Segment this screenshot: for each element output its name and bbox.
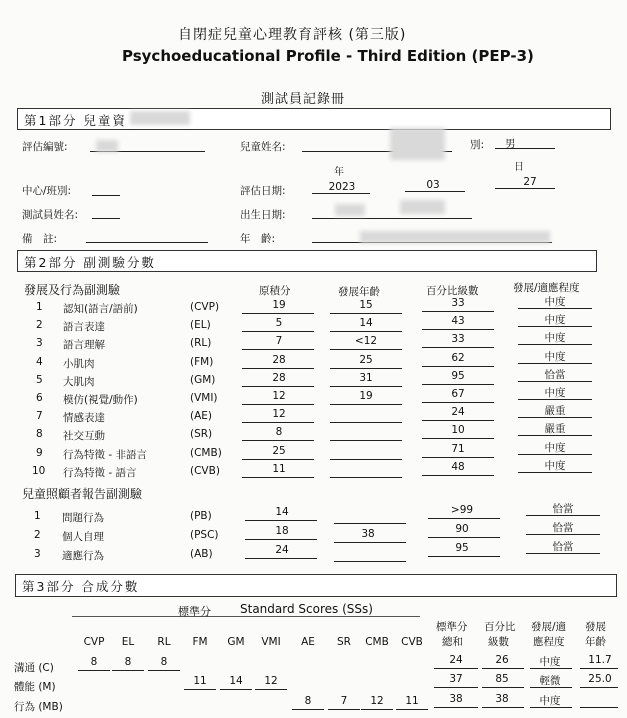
subtest-name: 個人自理 — [62, 531, 104, 543]
sum-header-1: 標準分 — [436, 621, 468, 633]
assess-month-value: 03 — [426, 179, 440, 191]
subtest-code: (CVB) — [190, 465, 220, 477]
subtest-name: 行為特徵 - 非語言 — [63, 449, 147, 461]
part2-header — [17, 250, 597, 272]
age-line — [330, 459, 402, 460]
subtest-code: (AE) — [190, 410, 213, 422]
score-line — [255, 689, 287, 690]
subtest-name: 模仿(視覺/動作) — [63, 394, 138, 406]
pct-line — [428, 518, 500, 519]
subtest-name: 行為特徵 - 語言 — [63, 467, 137, 479]
part1-title: 第1部分 兒童資 — [24, 113, 127, 128]
subtest-name: 大肌肉 — [63, 376, 95, 388]
score-line — [112, 670, 144, 671]
subtest-code: (PB) — [190, 510, 212, 522]
sum-line — [434, 687, 478, 688]
row-number: 2 — [34, 529, 41, 541]
caregiver-subtests-title: 兒童照顧者報告副測驗 — [22, 487, 143, 501]
pct-line — [482, 707, 524, 708]
level-line — [518, 363, 592, 364]
pct-line — [422, 402, 494, 403]
row-number: 3 — [36, 337, 43, 349]
col-age-header: 發展年齡 — [338, 286, 380, 298]
level: 恰當 — [552, 503, 574, 515]
ss-en-label: Standard Scores (SSs) — [240, 602, 373, 616]
subtest-name: 認知(語言/語前) — [63, 303, 138, 315]
level-line — [518, 399, 592, 400]
raw-line — [242, 331, 314, 332]
subtest-code: (EL) — [190, 319, 211, 331]
row-number: 2 — [36, 319, 43, 331]
assess-month-line — [405, 191, 465, 192]
dev-age: 38 — [361, 528, 375, 540]
level-line — [530, 687, 572, 688]
subtest-code: (VMI) — [190, 392, 218, 404]
composite-label: 行為 (MB) — [14, 701, 63, 713]
level-line — [526, 553, 600, 554]
remarks-line — [86, 242, 208, 243]
level-line — [518, 308, 592, 309]
level-line — [518, 472, 592, 473]
raw-line — [242, 313, 314, 314]
raw-score: 18 — [275, 525, 289, 537]
level: 嚴重 — [544, 423, 566, 435]
age-header-2: 年齡 — [585, 636, 606, 648]
level: 恰當 — [544, 369, 566, 381]
age-line — [330, 368, 402, 369]
row-number: 7 — [36, 410, 43, 422]
raw-score: 12 — [272, 390, 286, 402]
part3-title: 第3部分 合成分數 — [22, 579, 140, 594]
composite-level: 中度 — [539, 656, 561, 668]
level: 恰當 — [552, 522, 574, 534]
raw-line — [245, 520, 317, 521]
level: 中度 — [544, 442, 566, 454]
assess-date-label: 評估日期: — [240, 185, 286, 197]
redaction-block — [390, 128, 445, 160]
subtest-code: (CVP) — [190, 301, 220, 313]
subtest-name: 適應行為 — [62, 550, 104, 562]
pct-line — [428, 556, 500, 557]
score-line — [396, 709, 428, 710]
dev-age: 19 — [359, 390, 373, 402]
subtest-name: 語言理解 — [63, 339, 105, 351]
subtest-code: (CMB) — [190, 447, 222, 459]
composite-level: 中度 — [539, 695, 561, 707]
remarks-label: 備 註: — [22, 233, 58, 245]
title-english: Psychoeducational Profile - Third Edition (PEP-3) — [122, 47, 534, 65]
ss-cn-label: 標準分 — [178, 605, 211, 618]
raw-score: 7 — [275, 335, 283, 347]
assess-day-value: 27 — [523, 176, 537, 188]
raw-score: 8 — [275, 426, 283, 438]
level-line — [518, 417, 592, 418]
percentile: 24 — [451, 406, 465, 418]
redaction-block — [96, 140, 118, 152]
age-line — [580, 668, 618, 669]
level-line — [518, 435, 592, 436]
pct-line — [422, 438, 494, 439]
row-number: 3 — [34, 548, 41, 560]
gender-line — [495, 148, 555, 149]
pct-line — [422, 420, 494, 421]
dev-age: 15 — [359, 299, 373, 311]
composite-percentile: 38 — [495, 693, 509, 705]
composite-level: 輕微 — [539, 675, 561, 687]
level: 中度 — [544, 332, 566, 344]
pct-header-1: 百分比 — [484, 621, 516, 633]
score-line — [292, 709, 324, 710]
standard-score: 7 — [340, 695, 348, 707]
age-line — [580, 687, 618, 688]
standard-score: 8 — [90, 656, 98, 668]
column-gm: GM — [227, 636, 245, 648]
age-line — [330, 349, 402, 350]
column-sr: SR — [337, 636, 351, 648]
column-cvb: CVB — [401, 636, 423, 648]
raw-line — [245, 558, 317, 559]
percentile: 90 — [455, 523, 469, 535]
column-cmb: CMB — [365, 636, 389, 648]
raw-score: 11 — [272, 463, 286, 475]
score-line — [328, 709, 360, 710]
pct-header-2: 級數 — [488, 636, 509, 648]
level-line — [518, 454, 592, 455]
pct-line — [482, 668, 524, 669]
assess-year-line — [312, 193, 370, 194]
gender-value: 男 — [505, 138, 516, 150]
part3-header — [15, 574, 617, 597]
dob-label: 出生日期: — [240, 209, 286, 221]
raw-score: 5 — [275, 317, 283, 329]
redaction-block — [335, 204, 365, 216]
col-level-header: 發展/適應程度 — [513, 282, 580, 294]
age-header-1: 發展 — [585, 621, 606, 633]
assessment-no-label: 評估編號: — [22, 141, 68, 153]
level-line — [530, 707, 572, 708]
ss-header-line — [72, 616, 420, 617]
dev-age: 14 — [359, 317, 373, 329]
score-line — [361, 709, 393, 710]
subtest-name: 問題行為 — [62, 512, 104, 524]
raw-line — [242, 386, 314, 387]
age-line — [330, 404, 402, 405]
percentile: 48 — [451, 461, 465, 473]
level: 中度 — [544, 387, 566, 399]
standard-score: 8 — [304, 695, 312, 707]
subtest-name: 社交互動 — [63, 430, 105, 442]
score-line — [78, 670, 110, 671]
raw-line — [242, 349, 314, 350]
composite-age: 25.0 — [588, 673, 612, 685]
ss-sum: 38 — [449, 693, 463, 705]
dev-subtests-title: 發展及行為副測驗 — [24, 283, 121, 297]
raw-line — [242, 440, 314, 441]
row-number: 8 — [36, 428, 43, 440]
column-el: EL — [121, 636, 135, 648]
center-label: 中心/班別: — [22, 185, 72, 197]
booklet-title: 測試員記錄冊 — [261, 92, 346, 107]
raw-line — [242, 368, 314, 369]
sum-line — [434, 668, 478, 669]
sum-line — [434, 707, 478, 708]
ss-sum: 37 — [449, 673, 463, 685]
standard-score: 8 — [124, 656, 132, 668]
standard-score: 8 — [160, 656, 168, 668]
percentile: 67 — [451, 388, 465, 400]
raw-score: 28 — [272, 354, 286, 366]
raw-score: 25 — [272, 445, 286, 457]
raw-line — [242, 422, 314, 423]
day-label: 日 — [514, 162, 524, 173]
row-number: 4 — [36, 356, 43, 368]
column-fm: FM — [192, 636, 208, 648]
row-number: 1 — [36, 301, 43, 313]
level-header-2: 應程度 — [533, 636, 565, 648]
ss-sum: 24 — [449, 654, 463, 666]
standard-score: 12 — [264, 675, 278, 687]
pct-line — [422, 457, 494, 458]
assess-day-line — [495, 188, 555, 189]
level: 嚴重 — [544, 405, 566, 417]
age-line — [330, 313, 402, 314]
level-line — [518, 326, 592, 327]
redaction-block — [130, 111, 190, 125]
dev-age: 25 — [359, 354, 373, 366]
col-pct-header: 百分比級數 — [426, 285, 479, 297]
pct-line — [422, 366, 494, 367]
subtest-code: (AB) — [190, 548, 213, 560]
age-label: 年 齡: — [240, 233, 276, 245]
raw-score: 28 — [272, 372, 286, 384]
standard-score: 11 — [405, 695, 419, 707]
col-raw-header: 原積分 — [259, 285, 291, 297]
age-line — [330, 440, 402, 441]
level-line — [526, 534, 600, 535]
pct-line — [422, 384, 494, 385]
standard-score: 14 — [229, 675, 243, 687]
raw-line — [242, 459, 314, 460]
column-vmi: VMI — [261, 636, 281, 648]
raw-score: 19 — [272, 299, 286, 311]
row-number: 5 — [36, 374, 43, 386]
column-ae: AE — [301, 636, 315, 648]
score-line — [184, 689, 216, 690]
percentile: >99 — [450, 504, 474, 516]
level-line — [526, 515, 600, 516]
level: 中度 — [544, 296, 566, 308]
level-line — [530, 668, 572, 669]
part1-header — [17, 108, 611, 130]
raw-line — [242, 477, 314, 478]
subtest-name: 情感表達 — [63, 412, 105, 424]
composite-label: 體能 (M) — [14, 681, 56, 693]
percentile: 95 — [451, 370, 465, 382]
row-number: 10 — [32, 465, 46, 477]
percentile: 43 — [451, 315, 465, 327]
percentile: 33 — [451, 333, 465, 345]
pct-line — [422, 347, 494, 348]
age-line — [330, 477, 402, 478]
age-line — [330, 386, 402, 387]
part2-title: 第2部分 副測驗分數 — [24, 255, 156, 270]
score-line — [220, 689, 252, 690]
composite-percentile: 26 — [495, 654, 509, 666]
pct-line — [422, 475, 494, 476]
subtest-code: (GM) — [190, 374, 216, 386]
age-line — [334, 523, 406, 524]
score-line — [148, 670, 180, 671]
level-line — [518, 344, 592, 345]
dob-line — [312, 218, 472, 219]
raw-line — [245, 539, 317, 540]
dev-age: 31 — [359, 372, 373, 384]
title-chinese: 自閉症兒童心理教育評核 (第三版) — [178, 27, 407, 43]
level: 中度 — [544, 460, 566, 472]
gender-label: 別: — [470, 139, 485, 151]
pct-line — [428, 537, 500, 538]
row-number: 1 — [34, 510, 41, 522]
subtest-code: (PSC) — [190, 529, 219, 541]
pct-line — [482, 687, 524, 688]
center-line — [92, 195, 120, 196]
raw-score: 14 — [275, 506, 289, 518]
child-name-label: 兒童姓名: — [240, 141, 286, 153]
age-line — [334, 542, 406, 543]
subtest-code: (SR) — [190, 428, 213, 440]
age-line — [330, 422, 402, 423]
age-line — [330, 331, 402, 332]
level: 中度 — [544, 314, 566, 326]
redaction-block — [360, 231, 550, 243]
dev-age: <12 — [354, 335, 378, 347]
percentile: 71 — [451, 443, 465, 455]
row-number: 6 — [36, 392, 43, 404]
subtest-code: (FM) — [190, 356, 214, 368]
level: 中度 — [544, 351, 566, 363]
column-cvp: CVP — [83, 636, 105, 648]
level-header-1: 發展/適 — [531, 621, 567, 633]
pct-line — [422, 311, 494, 312]
level-line — [518, 381, 592, 382]
assess-year-value: 2023 — [328, 181, 356, 193]
percentile: 33 — [451, 297, 465, 309]
percentile: 95 — [455, 542, 469, 554]
composite-age: 11.7 — [588, 654, 612, 666]
subtest-code: (RL) — [190, 337, 212, 349]
pct-line — [422, 329, 494, 330]
level: 恰當 — [552, 541, 574, 553]
row-number: 9 — [36, 447, 43, 459]
subtest-name: 語言表達 — [63, 321, 105, 333]
raw-score: 12 — [272, 408, 286, 420]
percentile: 10 — [451, 424, 465, 436]
raw-score: 24 — [275, 544, 289, 556]
age-line — [334, 561, 406, 562]
subtest-name: 小肌肉 — [63, 358, 95, 370]
sum-header-2: 總和 — [442, 636, 463, 648]
age-line — [580, 707, 618, 708]
tester-label: 測試員姓名: — [22, 209, 79, 221]
composite-label: 溝通 (C) — [14, 662, 54, 674]
composite-percentile: 85 — [495, 673, 509, 685]
standard-score: 12 — [370, 695, 384, 707]
percentile: 62 — [451, 352, 465, 364]
year-label: 年 — [334, 167, 344, 178]
redaction-block — [400, 200, 445, 214]
column-rl: RL — [157, 636, 171, 648]
standard-score: 11 — [193, 675, 207, 687]
tester-line — [92, 218, 120, 219]
raw-line — [242, 404, 314, 405]
